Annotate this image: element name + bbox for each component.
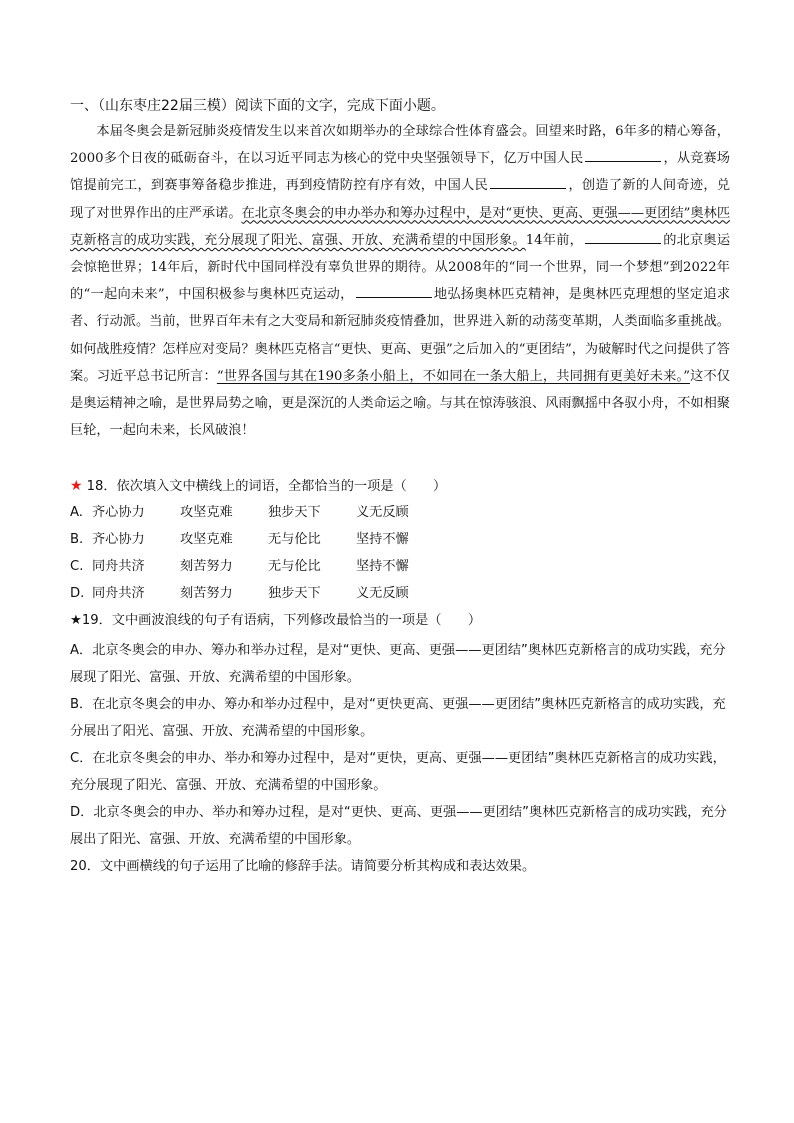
wavy-underlined-sentence: 在北京冬奥会的申办举办和筹办过程中，是对“更快、更高、更强——更团结”奥林匹克新格言的成功实践，充分展现了阳光、富强、开放、充满希望的中国形象。	[70, 205, 731, 248]
option-c[interactable]	[70, 557, 444, 584]
option-word: 攻坚克难	[180, 532, 233, 547]
option-word: 义无反顾	[356, 505, 409, 520]
star-icon: ★	[70, 478, 83, 494]
option-letter: D.	[70, 586, 85, 601]
question-20-text: 20．文中画横线的句子运用了比喻的修辞手法。请简要分析其构成和表达效果。	[70, 859, 536, 874]
option-word: 独步天下	[268, 505, 321, 520]
question-19-text: ★19．文中画波浪线的句子有语病，下列修改最恰当的一项是（ ）	[70, 613, 482, 628]
option-letter: C.	[70, 559, 84, 574]
option-a[interactable]	[70, 503, 444, 530]
option-word: 齐心协力	[92, 505, 145, 520]
option-word: 坚持不懈	[356, 532, 409, 547]
passage-text-6: 地弘扬奥林匹克精神，是奥林匹克理想的坚定追求者、行动派。当前，世界百年未有之大变局和新冠肺炎疫情叠加，世界进入新的动荡变革期，人类面临多重挑战。如何战胜疫情？怎样应对变局？奥林匹克格言“更快、更高、更强”之后加入的“更团结”，为破解时代之问提供了答案。习近平总书记所言：	[70, 287, 731, 384]
underlined-sentence: “世界各国与其在190多条小船上，不如同在一条大船上，共同拥有更美好未来。”	[216, 368, 690, 384]
passage-text-2: ，从竞赛场馆提前完工，到赛事筹备稳步推进，再到疫情防控有序有效，中国人民	[70, 151, 730, 194]
option-word: 坚持不懈	[356, 559, 409, 574]
passage-text-4: 14年前，	[525, 232, 583, 248]
option-word: 攻坚克难	[180, 505, 233, 520]
passage-text-3: ，创造了新的人间奇迹，兑现了对世界作出的庄严承诺。	[70, 178, 731, 221]
passage-text-7: 这不仅是奥运精神之喻，是世界局势之喻，更是深沉的人类命运之喻。与其在惊涛骇浪、风雨飘摇中各驭小舟，不如相聚巨轮，一起向未来，长风破浪！	[70, 368, 730, 439]
question-18-text: 18．依次填入文中横线上的词语，全都恰当的一项是（ ）	[86, 479, 447, 494]
option-word: 刻苦努力	[180, 559, 233, 574]
blank-4	[356, 283, 432, 298]
option-letter: A.	[70, 505, 83, 520]
option-b[interactable]	[70, 530, 444, 557]
question-18	[70, 476, 730, 497]
option-letter: B.	[70, 532, 84, 547]
blank-3	[585, 229, 661, 244]
passage-text-1: 本届冬奥会是新冠肺炎疫情发生以来首次如期举办的全球综合性体育盛会。回望来时路，6年多的精心筹备，2000多个日夜的砥砺奋斗，在以习近平同志为核心的党中央坚强领导下，亿万中国人民	[70, 124, 730, 167]
option-d[interactable]	[70, 584, 444, 611]
option-word: 无与伦比	[268, 532, 321, 547]
question-19-option-c[interactable]: C．在北京冬奥会的申办、举办和筹办过程中，是对“更快，更高、更强——更团结”奥林匹克新格言的成功实践，充分展现了阳光、富强、开放、充满希望的中国形象。	[70, 751, 726, 793]
option-word: 同舟共济	[92, 559, 145, 574]
option-word: 无与伦比	[268, 559, 321, 574]
question-18-options	[70, 503, 444, 611]
option-word: 同舟共济	[92, 586, 145, 601]
option-word: 齐心协力	[92, 532, 145, 547]
blank-2	[490, 174, 566, 189]
reading-passage	[70, 118, 730, 444]
section-heading: 一、（山东枣庄22届三模）阅读下面的文字，完成下面小题。	[70, 98, 445, 114]
question-19-option-b[interactable]: B．在北京冬奥会的申办、筹办和举办过程中，是对“更快更高、更强——更团结”奥林匹克新格言的成功实践，充分展出了阳光、富强、开放、充满希望的中国形象。	[70, 697, 726, 739]
question-19-option-a[interactable]: A．北京冬奥会的申办、筹办和举办过程，是对“更快、更高、更强——更团结”奥林匹克新格言的成功实践，充分展现了阳光、富强、开放、充满希望的中国形象。	[70, 643, 726, 685]
option-word: 刻苦努力	[180, 586, 233, 601]
option-word: 义无反顾	[356, 586, 409, 601]
question-19-option-d[interactable]: D．北京冬奥会的申办、举办和筹办过程，是对“更快、更高、更强——更团结”奥林匹克新格言的成功实践，充分展出了阳光、富强、开放、充满希望的中国形象。	[70, 805, 727, 847]
option-word: 独步天下	[268, 586, 321, 601]
passage-text-5: 的北京奥运会惊艳世界；14年后，新时代中国同样没有辜负世界的期待。从2008年的“同一个世界，同一个梦想”到2022年的“一起向未来”，中国积极参与奥林匹克运动，	[70, 232, 731, 303]
blank-1	[585, 147, 661, 162]
